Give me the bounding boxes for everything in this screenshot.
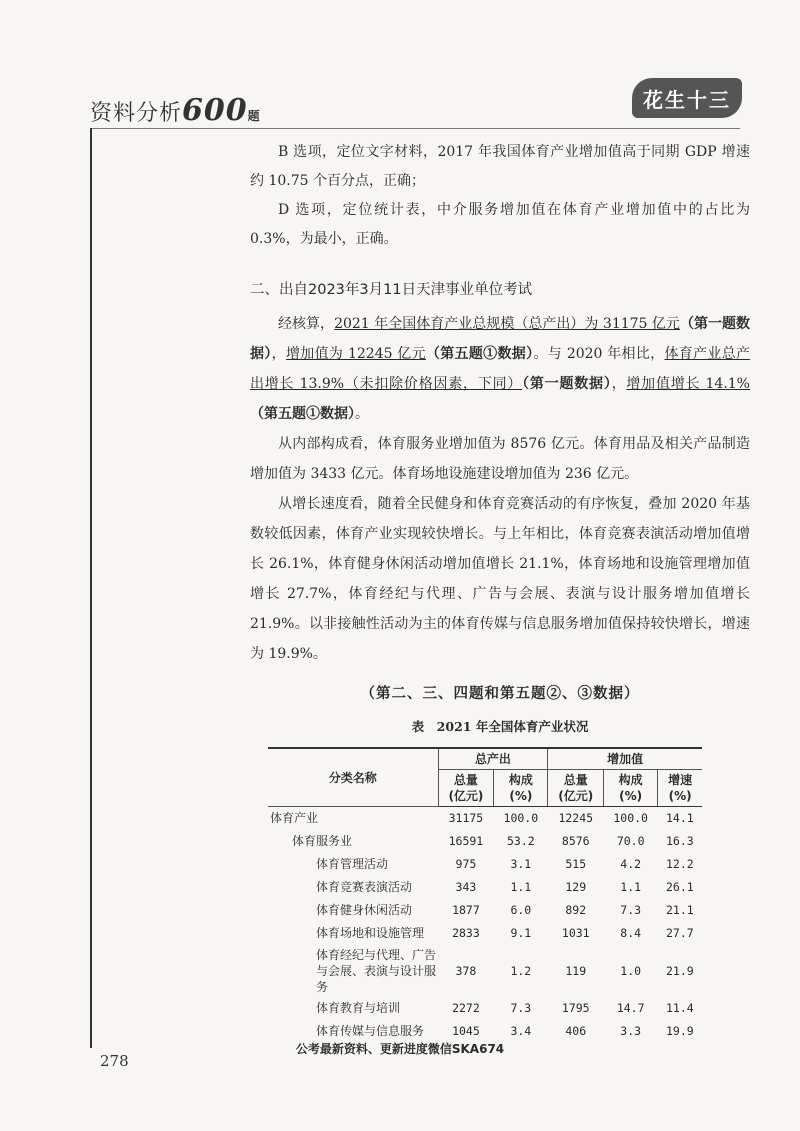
bold-note: （第五题①数据） <box>250 406 355 422</box>
table-row <box>268 830 702 853</box>
header-text: 构成 <box>508 773 533 787</box>
cell-growth: 26.1 <box>665 880 694 894</box>
cell-added-total: 515 <box>565 857 587 871</box>
cell-output-total: 1045 <box>452 1024 480 1038</box>
row-name: 体育竞赛表演活动 <box>316 880 413 894</box>
row-name: 体育经纪与代理、广告与会展、表演与设计服务 <box>316 947 437 994</box>
underlined-text: 增加值增长 14.1% <box>626 376 750 392</box>
text-span: 。 <box>355 406 369 422</box>
underlined-text: 2021 年全国体育产业总规模（总产出）为 31175 亿元 <box>334 316 680 332</box>
cell-growth: 27.7 <box>665 926 694 940</box>
cell-output-comp: 100.0 <box>503 811 539 826</box>
header-unit: (%) <box>619 789 643 803</box>
cell-output-comp: 1.1 <box>510 880 532 894</box>
header-value-added: 增加值 <box>548 748 702 770</box>
row-name: 体育健身休闲活动 <box>316 903 413 917</box>
cell-output-total: 1877 <box>452 903 480 917</box>
header-output-total <box>438 770 494 807</box>
cell-output-total: 343 <box>455 880 477 894</box>
data-note: （第二、三、四题和第五题②、③数据） <box>360 685 640 702</box>
row-name: 体育管理活动 <box>316 857 389 871</box>
book-title-number: 600 <box>182 93 248 128</box>
material-paragraph-3: 从增长速度看，随着全民健身和体育竞赛活动的有序恢复，叠加 2020 年基数较低因素，体育产业实现较快增长。与上年相比，体育竞赛表演活动增加值增长 26.1%，体育健身休闲活动增加值增长 21.1%，体育场地和设施管理增加值增长 27.7%，体育经纪与代理、广告与会展、表演与设计服务增加值增长 21.9%。以非接触性活动为主的体育传媒与信息服务增加值保持较快增长，增速为 19.9%。 <box>250 496 750 662</box>
cell-added-comp: 8.4 <box>620 926 642 940</box>
table-row <box>268 945 702 997</box>
cell-growth: 19.9 <box>665 1024 694 1038</box>
cell-growth: 21.1 <box>665 903 694 917</box>
cell-added-comp: 7.3 <box>620 903 642 917</box>
cell-output-comp: 9.1 <box>510 926 532 940</box>
cell-added-comp: 70.0 <box>616 834 645 848</box>
book-title <box>90 93 261 128</box>
header-category: 分类名称 <box>268 748 438 807</box>
analysis-paragraph-b: B 选项，定位文字材料，2017 年我国体育产业增加值高于同期 GDP 增速约 10.75 个百分点，正确； <box>250 144 750 189</box>
header-output: 总产出 <box>438 748 548 770</box>
table-row <box>268 899 702 922</box>
table-caption: 表 2021 年全国体育产业状况 <box>411 719 589 734</box>
cell-output-total: 378 <box>455 963 477 978</box>
page-content <box>250 138 750 1043</box>
page-number: 278 <box>100 1052 129 1070</box>
row-name: 体育服务业 <box>292 834 353 848</box>
cell-growth: 11.4 <box>665 1001 694 1015</box>
header-text: 总量 <box>563 773 588 787</box>
cell-output-comp: 1.2 <box>510 963 532 978</box>
cell-added-comp: 4.2 <box>620 857 642 871</box>
footer-note: 公考最新资料、更新进度微信SKA674 <box>295 1042 505 1056</box>
cell-output-comp: 53.2 <box>506 834 535 848</box>
bold-note: （第一题数据） <box>250 316 751 362</box>
header-text: 构成 <box>618 773 643 787</box>
header-unit: (亿元) <box>448 789 484 803</box>
text-span: ， <box>271 346 286 362</box>
cell-output-total: 2272 <box>452 1001 480 1015</box>
underlined-text: 增加值为 12245 亿元 <box>285 346 426 362</box>
cell-output-comp: 3.1 <box>510 857 532 871</box>
analysis-paragraph-d: D 选项，定位统计表，中介服务增加值在体育产业增加值中的占比为 0.3%，为最小，正确。 <box>250 202 750 247</box>
cell-output-comp: 3.4 <box>510 1024 532 1038</box>
header-text: 增速 <box>668 773 693 787</box>
text-span: ， <box>611 376 627 392</box>
table-row <box>268 922 702 945</box>
header-growth <box>658 770 702 807</box>
header-rule <box>90 128 740 129</box>
table-row <box>268 997 702 1020</box>
brand-logo <box>632 78 742 118</box>
cell-added-comp: 100.0 <box>613 811 648 826</box>
cell-growth: 16.3 <box>665 834 694 848</box>
brand-logo-text: 花生十三 <box>643 87 731 112</box>
table-row <box>268 807 702 830</box>
book-title-prefix: 资料分析 <box>90 101 183 126</box>
section-heading: 二、出自2023年3月11日天津事业单位考试 <box>250 282 533 298</box>
header-added-total <box>548 770 604 807</box>
cell-added-comp: 3.3 <box>620 1024 642 1038</box>
header-unit: (亿元) <box>558 789 594 803</box>
text-span: 经核算， <box>278 316 335 332</box>
bold-note: （第五题①数据） <box>425 346 534 362</box>
underlined-text: 体育产业总产出增长 13.9%（未扣除价格因素，下同） <box>250 346 751 392</box>
sports-industry-table <box>268 747 702 1043</box>
material-paragraph-1 <box>250 309 750 429</box>
cell-output-comp: 7.3 <box>510 1001 532 1015</box>
material-paragraph-2: 从内部构成看，体育服务业增加值为 8576 亿元。体育用品及相关产品制造增加值为 3433 亿元。体育场地设施建设增加值为 236 亿元。 <box>250 436 750 482</box>
cell-added-total: 8576 <box>561 834 590 848</box>
margin-bar <box>90 128 92 1048</box>
cell-added-comp: 1.0 <box>620 963 642 978</box>
header-text: 总量 <box>453 773 478 787</box>
row-name: 体育场地和设施管理 <box>316 926 425 940</box>
header-unit: (%) <box>509 789 533 803</box>
row-name: 体育传媒与信息服务 <box>316 1024 425 1038</box>
cell-growth: 14.1 <box>665 811 694 826</box>
cell-added-total: 1031 <box>561 926 590 940</box>
bold-note: （第一题数据） <box>522 376 612 392</box>
cell-added-comp: 1.1 <box>620 880 642 894</box>
cell-added-total: 1795 <box>561 1001 590 1015</box>
cell-growth: 12.2 <box>665 857 694 871</box>
table-row <box>268 853 702 876</box>
book-title-suffix: 题 <box>247 109 261 123</box>
header-output-comp <box>494 770 548 807</box>
header-added-comp <box>604 770 658 807</box>
cell-added-total: 129 <box>565 880 587 894</box>
cell-output-total: 31175 <box>448 811 484 826</box>
cell-added-total: 12245 <box>558 811 594 826</box>
cell-growth: 21.9 <box>665 963 694 978</box>
row-name: 体育产业 <box>270 811 319 826</box>
cell-added-total: 892 <box>565 903 587 917</box>
cell-output-total: 16591 <box>448 834 484 848</box>
cell-added-total: 406 <box>565 1024 587 1038</box>
cell-output-comp: 6.0 <box>510 903 532 917</box>
text-span: 。与 2020 年相比， <box>533 346 665 362</box>
header-unit: (%) <box>668 789 692 803</box>
cell-output-total: 975 <box>455 857 477 871</box>
cell-added-total: 119 <box>565 963 587 978</box>
row-name: 体育教育与培训 <box>316 1001 401 1015</box>
table-row <box>268 876 702 899</box>
cell-added-comp: 14.7 <box>616 1001 645 1015</box>
cell-output-total: 2833 <box>452 926 480 940</box>
